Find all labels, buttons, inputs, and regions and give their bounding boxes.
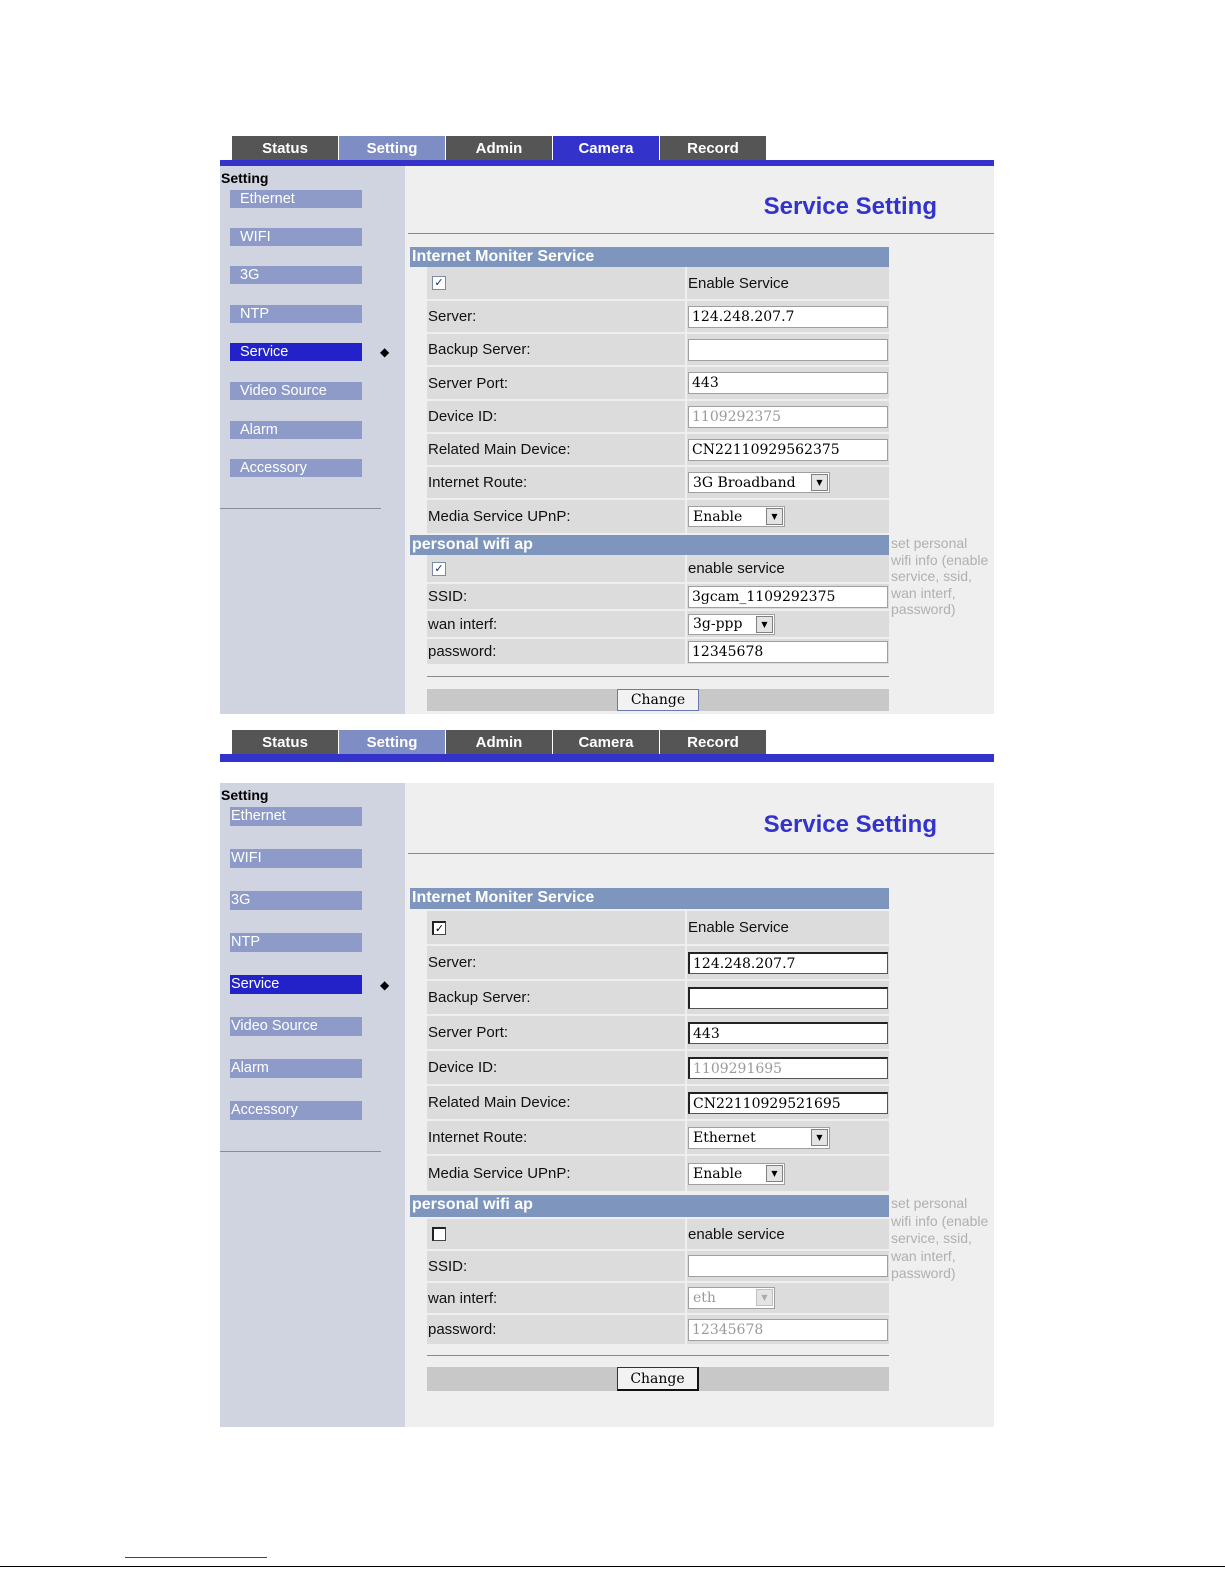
wan-interf-row [427,611,889,639]
enable-service-checkbox[interactable]: ✓ [432,921,446,935]
password-label: password: [427,639,685,664]
backup-server-row [427,334,889,367]
tab-status[interactable]: Status [232,136,338,160]
related-main-device-label: Related Main Device: [427,1086,685,1119]
server-label: Server: [427,946,685,979]
wifi-help-note: set personal wifi info (enable service, ssid, wan interf, password) [891,535,989,617]
server-port-input[interactable]: 443 [688,372,888,394]
wan-interf-row [427,1283,889,1315]
ssid-label: SSID: [427,584,685,609]
sidebar [220,166,405,714]
password-input[interactable]: 12345678 [688,641,888,663]
sidebar-item-alarm[interactable]: Alarm [230,1059,362,1078]
page-title: Service Setting [763,193,937,220]
footer-divider [0,1566,1225,1567]
internet-route-row [427,1121,889,1156]
sidebar-divider [220,508,381,509]
internet-route-label: Internet Route: [427,467,685,498]
wifi-enable-row [427,555,889,584]
active-item-marker: ◆ [380,345,390,359]
server-port-input[interactable]: 443 [688,1022,888,1044]
wan-interf-select [688,1287,775,1309]
wan-interf-select[interactable] [688,614,775,635]
change-divider [427,676,889,677]
ssid-input[interactable]: 3gcam_1109292375 [688,586,888,608]
server-port-label: Server Port: [427,367,685,399]
chevron-down-icon[interactable]: ▼ [756,616,773,633]
media-upnp-value: Enable [693,1165,743,1182]
chevron-down-icon[interactable]: ▼ [766,508,783,525]
server-row [427,301,889,334]
chevron-down-icon: ▼ [756,1289,773,1306]
sidebar-item-ethernet[interactable]: Ethernet [230,190,362,208]
tab-camera[interactable]: Camera [553,730,659,754]
active-item-marker: ◆ [380,978,390,992]
change-bar [427,689,889,711]
wan-interf-label: wan interf: [427,611,685,637]
page-title: Service Setting [763,811,937,838]
internet-route-value: 3G Broadband [693,474,796,491]
tab-record[interactable]: Record [660,730,766,754]
server-input[interactable]: 124.248.207.7 [688,306,888,328]
title-divider [408,853,994,854]
sidebar-title: Setting [221,787,269,803]
chevron-down-icon[interactable]: ▼ [811,474,828,491]
backup-server-label: Backup Server: [427,334,685,365]
wan-interf-value: eth [693,1290,716,1306]
enable-service-label: Enable Service [687,267,889,299]
password-row [427,1315,889,1346]
ssid-label: SSID: [427,1251,685,1281]
server-row [427,946,889,981]
enable-service-label: Enable Service [687,911,889,944]
wan-interf-label: wan interf: [427,1283,685,1313]
media-upnp-label: Media Service UPnP: [427,1156,685,1191]
settings-panel-1 [220,166,994,714]
password-input: 12345678 [688,1319,888,1341]
change-divider [427,1355,889,1356]
sidebar-item-3g[interactable]: 3G [230,891,362,910]
backup-server-row [427,981,889,1016]
sidebar-item-alarm[interactable]: Alarm [230,421,362,439]
media-upnp-row [427,500,889,535]
wan-interf-value: 3g-ppp [693,616,743,632]
sidebar-item-3g[interactable]: 3G [230,266,362,284]
personal-wifi-header: personal wifi ap [410,535,889,555]
settings-panel-2 [220,783,994,1427]
internet-route-select[interactable] [688,472,830,493]
wifi-enable-checkbox[interactable] [432,1227,446,1241]
ssid-input[interactable] [688,1255,888,1277]
related-main-device-input[interactable]: CN22110929521695 [688,1092,888,1114]
wifi-enable-checkbox[interactable]: ✓ [432,562,446,576]
tab-setting[interactable]: Setting [339,730,445,754]
footer-link-underline [125,1557,267,1558]
related-main-device-label: Related Main Device: [427,434,685,465]
media-upnp-value: Enable [693,508,743,525]
related-main-device-row [427,434,889,467]
media-upnp-select[interactable] [688,506,785,527]
media-upnp-row [427,1156,889,1193]
sidebar-item-accessory[interactable]: Accessory [230,1101,362,1120]
sidebar-item-service[interactable]: Service [230,343,362,361]
server-input[interactable]: 124.248.207.7 [688,952,888,974]
device-id-row [427,1051,889,1086]
password-label: password: [427,1315,685,1344]
device-id-label: Device ID: [427,1051,685,1084]
sidebar-divider [220,1151,381,1152]
device-id-row [427,401,889,434]
device-id-input: 1109292375 [688,406,888,428]
change-button[interactable]: Change [617,689,699,711]
backup-server-label: Backup Server: [427,981,685,1014]
media-upnp-select[interactable] [688,1163,785,1185]
change-bar [427,1367,889,1391]
wifi-help-note: set personal wifi info (enable service, ssid, wan interf, password) [891,1195,989,1281]
wifi-enable-row [427,1219,889,1251]
ssid-row [427,1251,889,1283]
sidebar-item-video-source[interactable]: Video Source [230,382,362,400]
device-id-input: 1109291695 [688,1057,888,1079]
sidebar-title: Setting [221,170,269,186]
chevron-down-icon[interactable]: ▼ [811,1129,828,1146]
sidebar-item-ntp[interactable]: NTP [230,305,362,323]
server-port-row [427,367,889,401]
backup-server-input[interactable] [688,339,888,361]
wifi-enable-label: enable service [687,555,889,582]
change-button[interactable]: Change [617,1367,699,1391]
ssid-row [427,584,889,611]
media-upnp-label: Media Service UPnP: [427,500,685,533]
wifi-enable-label: enable service [687,1219,889,1249]
related-main-device-input[interactable]: CN22110929562375 [688,439,888,461]
tab-status[interactable]: Status [232,730,338,754]
title-divider [408,233,994,234]
enable-service-checkbox[interactable]: ✓ [432,276,446,290]
device-id-label: Device ID: [427,401,685,432]
sidebar-item-accessory[interactable]: Accessory [230,459,362,477]
internet-monitor-header: Internet Moniter Service [410,888,889,909]
tab-admin[interactable]: Admin [446,136,552,160]
tab-setting[interactable]: Setting [339,136,445,160]
related-main-device-row [427,1086,889,1121]
top-nav-2 [220,730,994,768]
nav-accent-strip [220,754,994,762]
sidebar-item-wifi[interactable]: WIFI [230,228,362,246]
tab-camera[interactable]: Camera [553,136,659,160]
internet-monitor-header: Internet Moniter Service [410,247,889,267]
internet-route-row [427,467,889,500]
sidebar [220,783,405,1427]
sidebar-item-ntp[interactable]: NTP [230,933,362,952]
server-port-row [427,1016,889,1051]
password-row [427,639,889,666]
chevron-down-icon[interactable]: ▼ [766,1165,783,1182]
internet-route-select[interactable] [688,1127,830,1149]
sidebar-item-ethernet[interactable]: Ethernet [230,807,362,826]
sidebar-item-service[interactable]: Service [230,975,362,994]
internet-route-value: Ethernet [693,1129,756,1146]
enable-service-row [427,911,889,946]
personal-wifi-header: personal wifi ap [410,1195,889,1217]
tab-admin[interactable]: Admin [446,730,552,754]
internet-route-label: Internet Route: [427,1121,685,1154]
enable-service-row [427,267,889,301]
sidebar-item-wifi[interactable]: WIFI [230,849,362,868]
server-label: Server: [427,301,685,332]
server-port-label: Server Port: [427,1016,685,1049]
tab-record[interactable]: Record [660,136,766,160]
backup-server-input[interactable] [688,987,888,1009]
sidebar-item-video-source[interactable]: Video Source [230,1017,362,1036]
